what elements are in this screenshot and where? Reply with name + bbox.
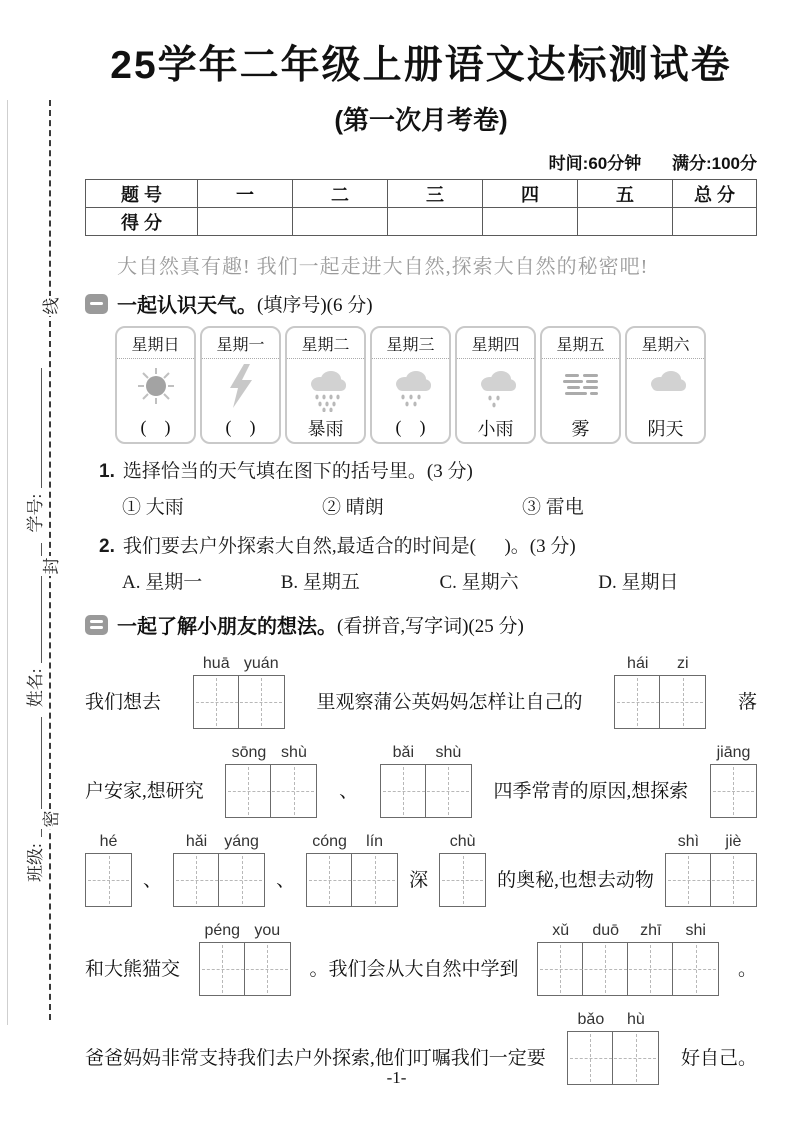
pinyin-label xyxy=(86,833,131,851)
pinyin-word xyxy=(199,922,291,996)
weather-table xyxy=(115,326,757,444)
score-cell xyxy=(673,208,757,236)
pinyin-syllable: shì xyxy=(677,833,700,850)
writing-cell xyxy=(440,854,485,906)
writing-box-group xyxy=(199,942,291,996)
question-2-text: 我们要去户外探索大自然,最适合的时间是( )。(3 分) xyxy=(122,536,576,557)
pinyin-word xyxy=(537,922,719,996)
pinyin-word xyxy=(225,744,317,818)
student-id-field-label: 学号: xyxy=(25,493,45,533)
sentence-text: 、 xyxy=(143,870,163,891)
score-header-cell: 三 xyxy=(388,180,483,208)
pinyin-label xyxy=(174,833,264,851)
pinyin-word xyxy=(306,833,398,907)
weather-answer-label: ( ) xyxy=(140,417,171,438)
pinyin-writing-exercise xyxy=(85,651,757,1085)
pinyin-label xyxy=(440,833,485,851)
score-header-cell: 总 分 xyxy=(673,180,757,208)
score-cell xyxy=(293,208,388,236)
pinyin-label xyxy=(615,655,705,673)
option-b: B. 星期五 xyxy=(280,572,360,593)
weather-day-label: 星期五 xyxy=(542,328,619,359)
section-one-suffix: (填序号)(6 分) xyxy=(257,295,373,316)
pinyin-label xyxy=(194,655,284,673)
score-cell xyxy=(388,208,483,236)
weather-day-label: 星期四 xyxy=(457,328,534,359)
pinyin-syllable: hǎi xyxy=(185,833,208,850)
pinyin-label xyxy=(666,833,756,851)
writing-cell xyxy=(194,676,239,728)
weather-day-label: 星期二 xyxy=(287,328,364,359)
question-1-number: 1. xyxy=(99,461,115,482)
sentence-text: 好自己。 xyxy=(680,1048,757,1069)
pinyin-syllable: sōng xyxy=(231,744,267,761)
weather-answer-label: 暴雨 xyxy=(307,418,344,439)
pinyin-line xyxy=(85,918,757,996)
writing-box-group xyxy=(225,764,317,818)
writing-cell xyxy=(615,676,660,728)
page-title: 25学年二年级上册语文达标测试卷 xyxy=(110,44,732,87)
option-d: D. 星期日 xyxy=(598,572,679,593)
pinyin-label xyxy=(307,833,397,851)
rain-icon xyxy=(385,359,437,413)
weather-card xyxy=(540,326,621,444)
writing-cell xyxy=(666,854,711,906)
sentence-text: 落 xyxy=(737,692,757,713)
sentence-text: 我们想去 xyxy=(85,692,162,713)
page-number: -1- xyxy=(386,1068,407,1087)
weather-card xyxy=(625,326,706,444)
pinyin-label xyxy=(568,1011,658,1029)
writing-box-group xyxy=(710,764,757,818)
pinyin-syllable: shù xyxy=(281,744,307,761)
score-table xyxy=(85,179,757,236)
heavy-rain-icon xyxy=(300,359,352,413)
pinyin-syllable: bǎo xyxy=(577,1011,605,1028)
option-2: ② 晴朗 xyxy=(322,497,384,518)
writing-cell xyxy=(239,676,284,728)
weather-answer-label: 雾 xyxy=(571,418,590,439)
writing-cell xyxy=(226,765,271,817)
sentence-text: 四季常青的原因,想探索 xyxy=(493,781,689,802)
writing-cell xyxy=(271,765,316,817)
time-label: 时间:60分钟 xyxy=(548,154,642,173)
score-cell xyxy=(198,208,293,236)
pinyin-syllable: you xyxy=(254,922,281,939)
option-a: A. 星期一 xyxy=(122,572,203,593)
score-cell xyxy=(578,208,673,236)
pinyin-syllable: duō xyxy=(592,922,620,939)
writing-box-group xyxy=(665,853,757,907)
fog-icon xyxy=(555,359,607,413)
question-1-options xyxy=(85,492,757,519)
pinyin-syllable: bǎi xyxy=(392,744,415,761)
pinyin-syllable: hé xyxy=(99,833,118,850)
pinyin-syllable: jiāng xyxy=(716,744,751,761)
light-rain-icon xyxy=(470,359,522,413)
writing-cell xyxy=(307,854,352,906)
pinyin-syllable: zhī xyxy=(640,922,662,939)
pinyin-word xyxy=(614,655,706,729)
full-score-label: 满分:100分 xyxy=(671,154,757,173)
page-edge-line xyxy=(7,100,8,1025)
lightning-icon xyxy=(215,359,267,413)
pinyin-label xyxy=(538,922,718,940)
pinyin-label xyxy=(381,744,471,762)
pinyin-syllable: shi xyxy=(685,922,706,939)
weather-answer-label: 小雨 xyxy=(477,418,514,439)
section-one-header xyxy=(85,289,757,318)
seal-fields xyxy=(20,112,46,882)
pinyin-syllable: hù xyxy=(626,1011,645,1028)
question-1 xyxy=(85,456,757,483)
section-two-title: 一起了解小朋友的想法。 xyxy=(117,616,337,638)
sun-icon xyxy=(130,359,182,413)
writing-box-group xyxy=(439,853,486,907)
option-c: C. 星期六 xyxy=(439,572,519,593)
sentence-text: 里观察蒲公英妈妈怎样让自己的 xyxy=(316,692,583,713)
pinyin-word xyxy=(710,744,757,818)
pinyin-syllable: yuán xyxy=(243,655,279,672)
writing-cell xyxy=(86,854,131,906)
seal-char-xian: 线 xyxy=(39,296,61,316)
pinyin-syllable: yáng xyxy=(224,833,259,850)
weather-card xyxy=(455,326,536,444)
writing-cell xyxy=(673,943,718,995)
pinyin-syllable: huā xyxy=(202,655,230,672)
score-row-label: 得 分 xyxy=(86,208,198,236)
score-table-score-row xyxy=(86,208,757,236)
writing-cell xyxy=(200,943,245,995)
pinyin-word xyxy=(85,833,132,907)
section-two-suffix: (看拼音,写字词)(25 分) xyxy=(337,616,524,637)
pinyin-syllable: péng xyxy=(204,922,241,939)
question-1-text: 选择恰当的天气填在图下的括号里。(3 分) xyxy=(122,461,473,482)
seal-char-mi: 密 xyxy=(39,809,61,829)
section-one-title: 一起认识天气。 xyxy=(117,295,257,317)
score-header-cell: 五 xyxy=(578,180,673,208)
class-field-label: 班级: xyxy=(25,843,45,882)
writing-cell xyxy=(538,943,583,995)
writing-box-group xyxy=(614,675,706,729)
score-header-cell: 题 号 xyxy=(86,180,198,208)
score-header-cell: 二 xyxy=(293,180,388,208)
pinyin-word xyxy=(193,655,285,729)
sentence-text: 深 xyxy=(409,870,429,891)
writing-box-group xyxy=(85,853,132,907)
score-table-header-row xyxy=(86,180,757,208)
weather-answer-label: 阴天 xyxy=(647,418,684,439)
cloud-icon xyxy=(640,359,692,413)
score-header-cell: 四 xyxy=(483,180,578,208)
writing-box-group xyxy=(380,764,472,818)
pinyin-label xyxy=(200,922,290,940)
question-2-options xyxy=(85,567,757,594)
pinyin-syllable: zi xyxy=(676,655,689,672)
pinyin-label xyxy=(711,744,756,762)
weather-day-label: 星期日 xyxy=(117,328,194,359)
pinyin-syllable: xǔ xyxy=(552,922,570,939)
writing-cell xyxy=(174,854,219,906)
pinyin-syllable: shù xyxy=(435,744,462,761)
page-subtitle: (第一次月考卷) xyxy=(334,105,508,135)
writing-cell xyxy=(583,943,628,995)
writing-cell xyxy=(352,854,397,906)
pinyin-word xyxy=(380,744,472,818)
writing-cell xyxy=(381,765,426,817)
writing-box-group xyxy=(193,675,285,729)
pinyin-syllable: jiè xyxy=(725,833,742,850)
pinyin-syllable: hái xyxy=(627,655,649,672)
writing-cell xyxy=(426,765,471,817)
sentence-text: 户安家,想研究 xyxy=(85,781,204,802)
pinyin-syllable: cóng xyxy=(312,833,347,850)
pinyin-line xyxy=(85,740,757,818)
weather-answer-label: ( ) xyxy=(395,417,426,438)
writing-cell xyxy=(711,765,756,817)
writing-cell xyxy=(219,854,264,906)
option-1: ① 大雨 xyxy=(122,497,184,518)
writing-box-group xyxy=(537,942,719,996)
intro-banner: 大自然真有趣! 我们一起走进大自然,探索大自然的秘密吧! xyxy=(117,256,649,278)
pinyin-word xyxy=(439,833,486,907)
question-2 xyxy=(85,531,757,558)
weather-card xyxy=(370,326,451,444)
weather-card xyxy=(285,326,366,444)
sentence-text: 。我们会从大自然中学到 xyxy=(309,959,519,980)
weather-day-label: 星期三 xyxy=(372,328,449,359)
weather-day-label: 星期六 xyxy=(627,328,704,359)
pinyin-syllable: chù xyxy=(449,833,476,850)
writing-cell xyxy=(660,676,705,728)
writing-box-group xyxy=(173,853,265,907)
pinyin-line xyxy=(85,651,757,729)
sentence-text: 和大熊猫交 xyxy=(85,959,181,980)
pinyin-syllable: lín xyxy=(366,833,384,850)
sentence-text: 爸爸妈妈非常支持我们去户外探索,他们叮嘱我们一定要 xyxy=(85,1048,546,1069)
pinyin-word xyxy=(665,833,757,907)
sentence-text: 、 xyxy=(276,870,296,891)
exam-content xyxy=(85,0,757,1096)
sentence-text: 、 xyxy=(339,781,359,802)
sentence-text: 。 xyxy=(737,959,757,980)
score-cell xyxy=(483,208,578,236)
pinyin-word xyxy=(173,833,265,907)
writing-cell xyxy=(711,854,756,906)
writing-cell xyxy=(628,943,673,995)
pinyin-line xyxy=(85,829,757,907)
question-2-number: 2. xyxy=(99,536,115,557)
weather-answer-label: ( ) xyxy=(225,417,256,438)
exam-meta xyxy=(85,149,757,174)
section-two-header xyxy=(85,610,757,639)
seal-char-feng: 封 xyxy=(39,556,61,576)
writing-box-group xyxy=(306,853,398,907)
pinyin-label xyxy=(226,744,316,762)
score-header-cell: 一 xyxy=(198,180,293,208)
section-one-badge-icon xyxy=(85,294,108,314)
weather-card xyxy=(200,326,281,444)
student-id-blank-line xyxy=(24,368,43,488)
option-3: ③ 雷电 xyxy=(522,497,584,518)
name-field-label: 姓名: xyxy=(25,668,45,708)
writing-cell xyxy=(245,943,290,995)
weather-day-label: 星期一 xyxy=(202,328,279,359)
sentence-text: 的奥秘,也想去动物 xyxy=(497,870,654,891)
weather-card xyxy=(115,326,196,444)
section-two-badge-icon xyxy=(85,615,108,635)
